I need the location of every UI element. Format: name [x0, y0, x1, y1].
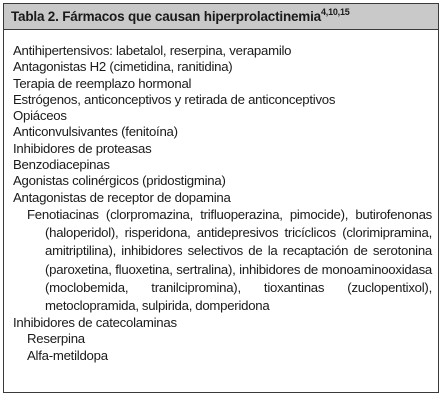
row-inhibidores-catecolaminas: Inhibidores de catecolaminas: [13, 315, 177, 331]
table-body: [4, 30, 438, 364]
row-antagonistas-h2: Antagonistas H2 (cimetidina, ranitidina): [13, 59, 233, 75]
dopamine-antagonists-detail: Fenotiacinas (clorpromazina, trifluoperazina, pimocide), butirofenonas (haloperidol), risperidona, antidepresivos tricíclicos (clorimipramina, amitriptilina), inhibidores selectivos de la recaptación de serotonina (paroxetina, fluoxetina, sertralina), inhibidores de monoaminooxidasa (moclobemida, tranilcipromina), tioxantinas (zuclopentixol), metoclopramida, sulpirida, domperidona: [27, 206, 432, 313]
drug-table: [3, 3, 439, 393]
row-reserpina: Reserpina: [27, 331, 85, 347]
row-estrogenos: Estrógenos, anticonceptivos y retirada de anticonceptivos: [13, 91, 336, 107]
row-terapia-hormonal: Terapia de reemplazo hormonal: [13, 75, 192, 91]
row-benzodiacepinas: Benzodiacepinas: [13, 157, 110, 173]
table-title-bar: [4, 4, 438, 30]
row-anticonvulsivantes: Anticonvulsivantes (fenitoína): [13, 124, 178, 140]
row-alfa-metildopa: Alfa-metildopa: [27, 347, 108, 363]
row-inhibidores-proteasas: Inhibidores de proteasas: [13, 140, 152, 156]
row-opiaceos: Opiáceos: [13, 108, 67, 124]
table-title: Tabla 2. Fármacos que causan hiperprolactinemia: [11, 9, 321, 24]
title-references: 4,10,15: [320, 6, 350, 17]
row-antagonistas-dopamina: Antagonistas de receptor de dopamina: [13, 189, 231, 205]
row-agonistas-colinergicos: Agonistas colinérgicos (pridostigmina): [13, 173, 226, 189]
row-antihipertensivos: Antihipertensivos: labetalol, reserpina, verapamilo: [13, 43, 292, 58]
